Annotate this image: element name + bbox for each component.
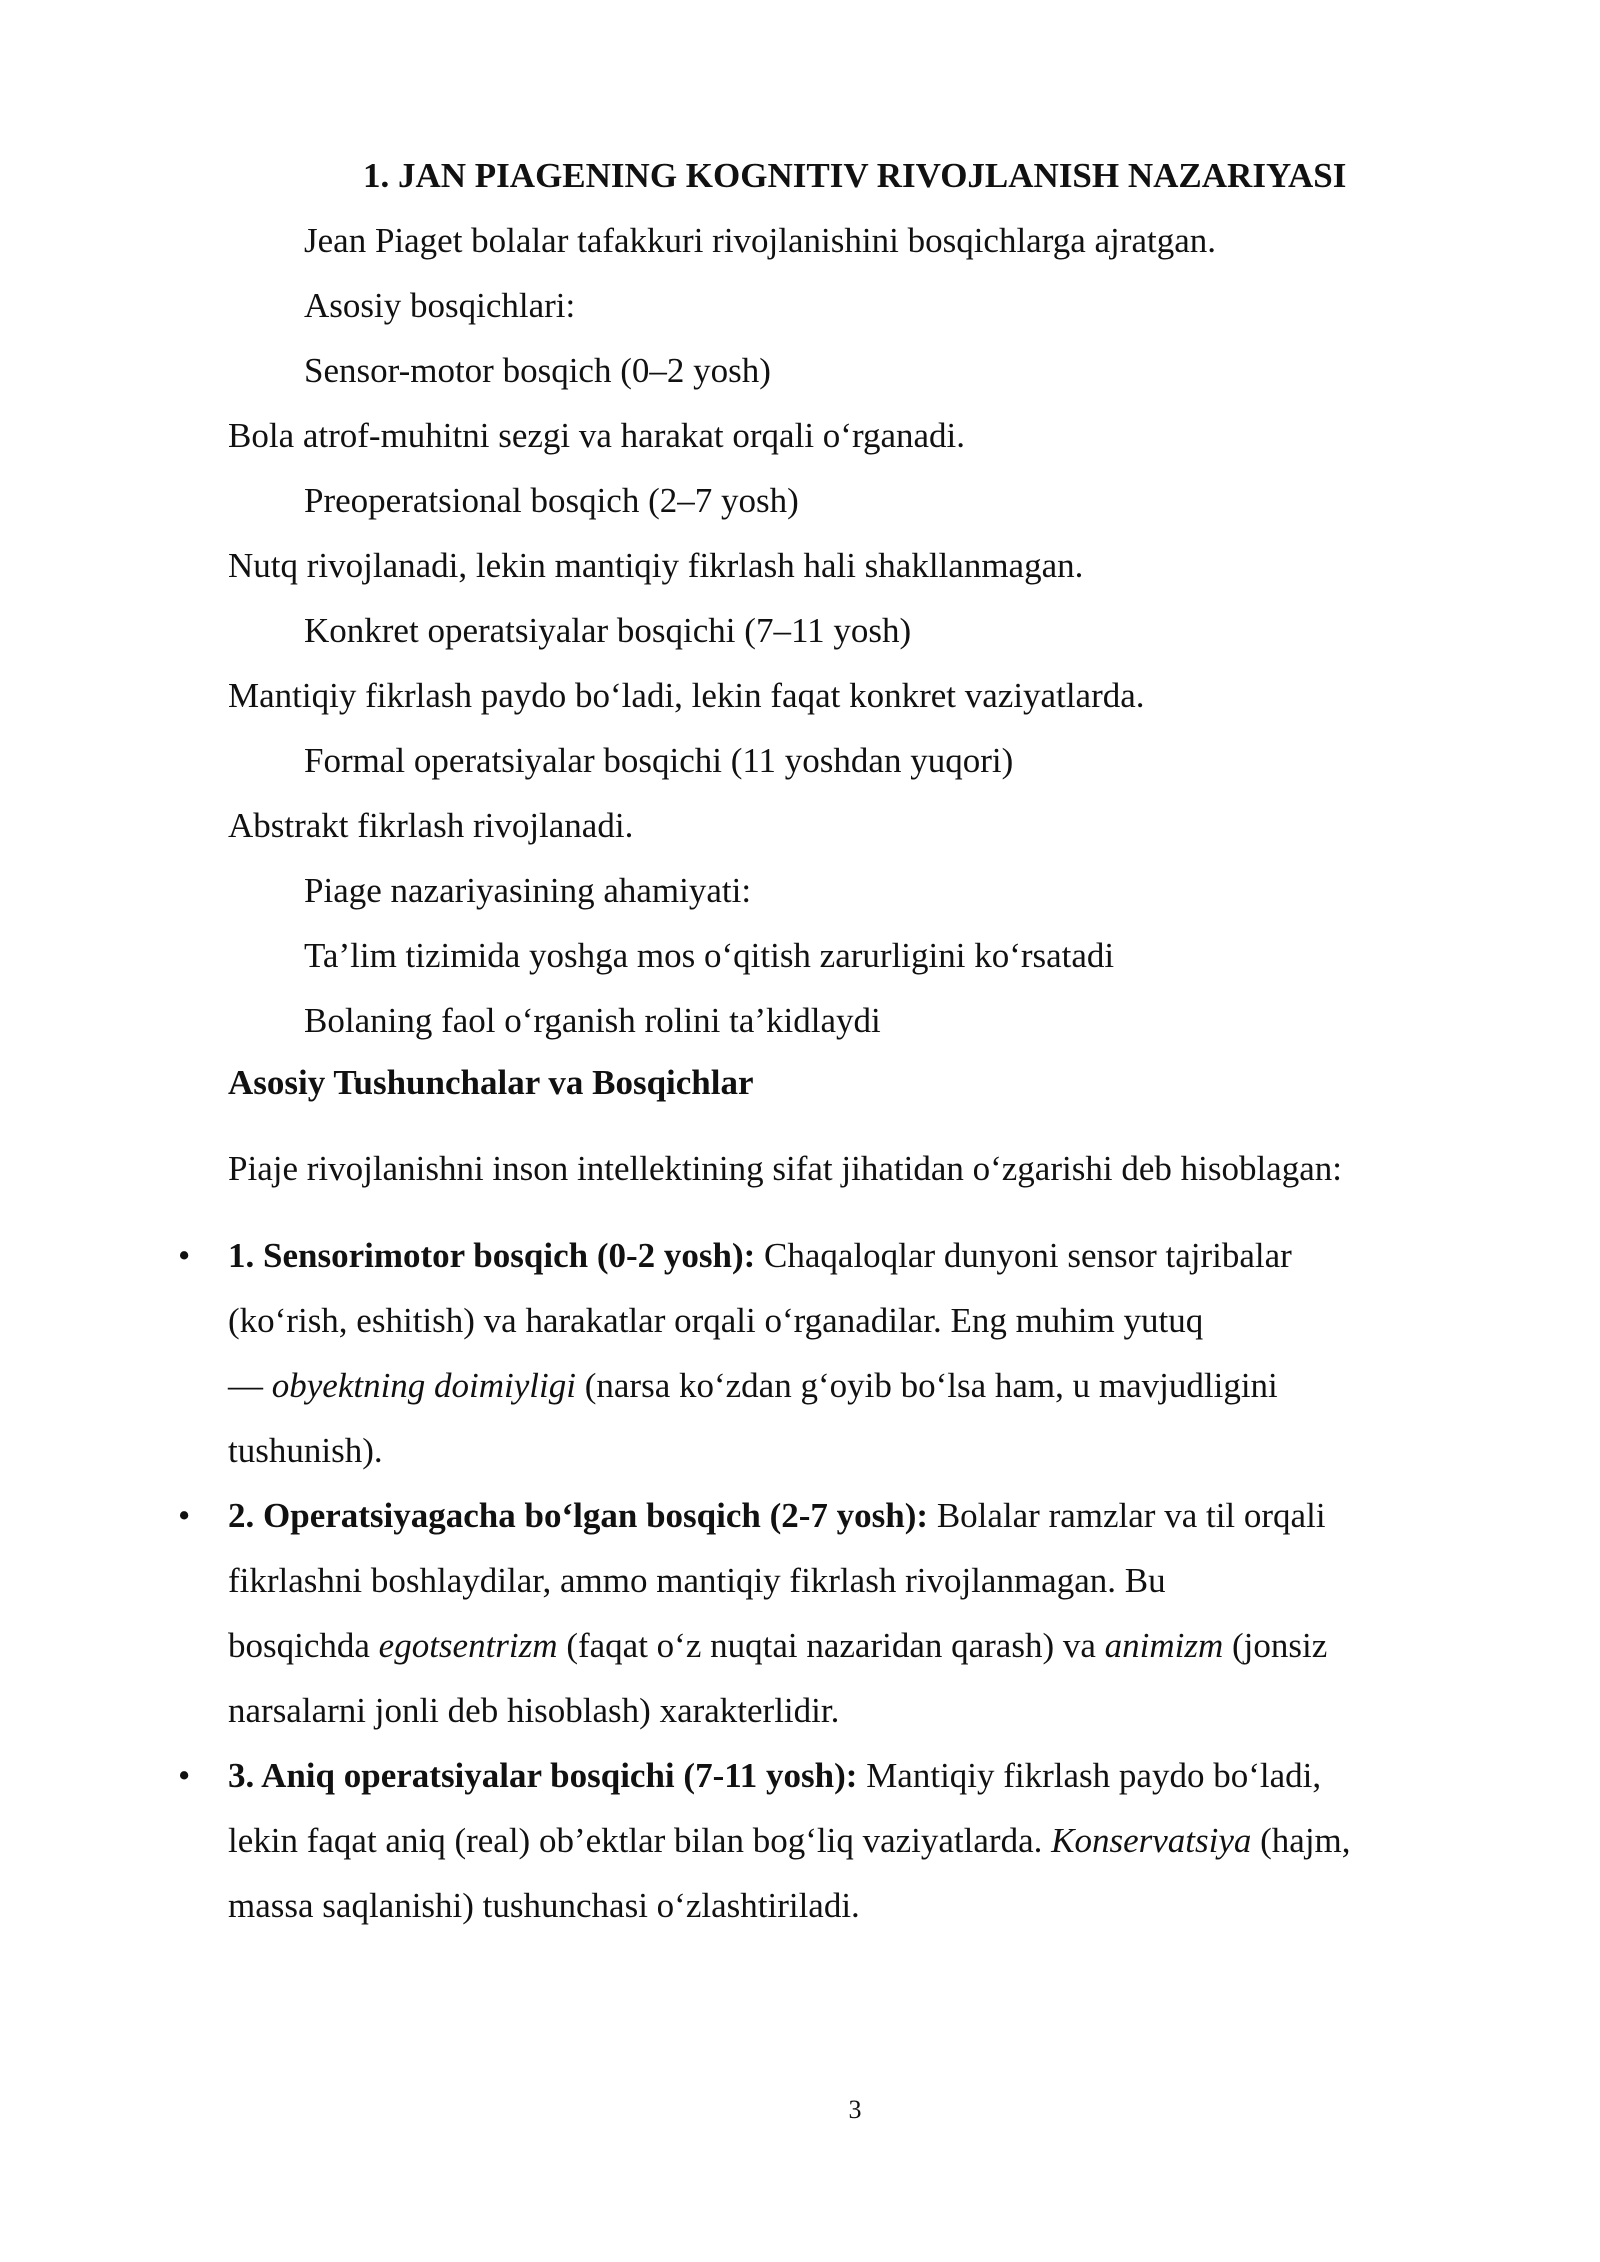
bullet-heading: 2. Operatsiyagacha bo‘lgan bosqich (2-7 yosh): — [228, 1496, 929, 1535]
bullet-line: tushunish). — [228, 1431, 383, 1470]
bullet-text: (faqat o‘z nuqtai nazaridan qarash) va — [557, 1626, 1105, 1665]
italic-term: egotsentrizm — [378, 1626, 558, 1665]
intro-line: Formal operatsiyalar bosqichi (11 yoshdan yuqori) — [304, 741, 1014, 780]
intro-line: Preoperatsional bosqich (2–7 yosh) — [304, 481, 799, 520]
bullet-line — [228, 1808, 1438, 1873]
section-heading: Asosiy Tushunchalar va Bosqichlar — [228, 1063, 754, 1102]
section-intro: Piaje rivojlanishni inson intellektining sifat jihatidan o‘zgarishi deb hisoblagan: — [228, 1149, 1342, 1188]
intro-line: Piage nazariyasining ahamiyati: — [304, 871, 752, 910]
intro-line: Bolaning faol o‘rganish rolini ta’kidlaydi — [304, 1001, 881, 1040]
bullet-line: (ko‘rish, eshitish) va harakatlar orqali o‘rganadilar. Eng muhim yutuq — [228, 1301, 1204, 1340]
bullet-marker: • — [178, 1756, 191, 1795]
italic-term: animizm — [1104, 1626, 1224, 1665]
bullet-text: lekin faqat aniq (real) ob’ektlar bilan bog‘liq vaziyatlarda. — [228, 1821, 1052, 1860]
bullet-text: (narsa ko‘zdan g‘oyib bo‘lsa ham, u mavjudligini — [575, 1366, 1278, 1405]
bullet-line: narsalarni jonli deb hisoblash) xarakterlidir. — [228, 1691, 840, 1730]
intro-line: Abstrakt fikrlash rivojlanadi. — [228, 806, 634, 845]
bullet-item-preoperational — [178, 1483, 1438, 1743]
bullet-line: massa saqlanishi) tushunchasi o‘zlashtiriladi. — [228, 1886, 860, 1925]
bullet-item-concrete — [178, 1743, 1438, 1938]
bullet-line — [228, 1353, 1438, 1418]
bullet-text: bosqichda — [228, 1626, 379, 1665]
bullet-line — [228, 1613, 1438, 1678]
bullet-text: (jonsiz — [1223, 1626, 1328, 1665]
bullet-heading: 3. Aniq operatsiyalar bosqichi (7-11 yosh): — [228, 1756, 858, 1795]
bullet-heading: 1. Sensorimotor bosqich (0-2 yosh): — [228, 1236, 756, 1275]
intro-line: Konkret operatsiyalar bosqichi (7–11 yosh) — [304, 611, 912, 650]
intro-line: Sensor-motor bosqich (0–2 yosh) — [304, 351, 771, 390]
bullet-line — [228, 1223, 1438, 1288]
intro-line: Nutq rivojlanadi, lekin mantiqiy fikrlash hali shakllanmagan. — [228, 546, 1084, 585]
bullet-text: — — [228, 1366, 272, 1405]
italic-term: Konservatsiya — [1051, 1821, 1252, 1860]
bullet-line: fikrlashni boshlaydilar, ammo mantiqiy fikrlash rivojlanmagan. Bu — [228, 1561, 1166, 1600]
page-number: 3 — [848, 2095, 862, 2124]
intro-line: Jean Piaget bolalar tafakkuri rivojlanishini bosqichlarga ajratgan. — [304, 221, 1216, 260]
bullet-text: Bolalar ramzlar va til orqali — [928, 1496, 1326, 1535]
italic-term: obyektning doimiyligi — [271, 1366, 576, 1405]
bullet-line — [228, 1483, 1438, 1548]
bullet-line — [228, 1743, 1438, 1808]
bullet-text: Mantiqiy fikrlash paydo bo‘ladi, — [857, 1756, 1322, 1795]
bullet-marker: • — [178, 1236, 191, 1275]
bullet-text: (hajm, — [1251, 1821, 1351, 1860]
intro-line: Bola atrof-muhitni sezgi va harakat orqali o‘rganadi. — [228, 416, 966, 455]
intro-line: Mantiqiy fikrlash paydo bo‘ladi, lekin faqat konkret vaziyatlarda. — [228, 676, 1145, 715]
bullet-item-sensorimotor — [178, 1223, 1438, 1483]
document-title: 1. JAN PIAGENING KOGNITIV RIVOJLANISH NAZARIYASI — [363, 156, 1347, 195]
bullet-marker: • — [178, 1496, 191, 1535]
bullet-text: Chaqaloqlar dunyoni sensor tajribalar — [755, 1236, 1292, 1275]
intro-line: Ta’lim tizimida yoshga mos o‘qitish zarurligini ko‘rsatadi — [304, 936, 1115, 975]
intro-line: Asosiy bosqichlari: — [304, 286, 576, 325]
